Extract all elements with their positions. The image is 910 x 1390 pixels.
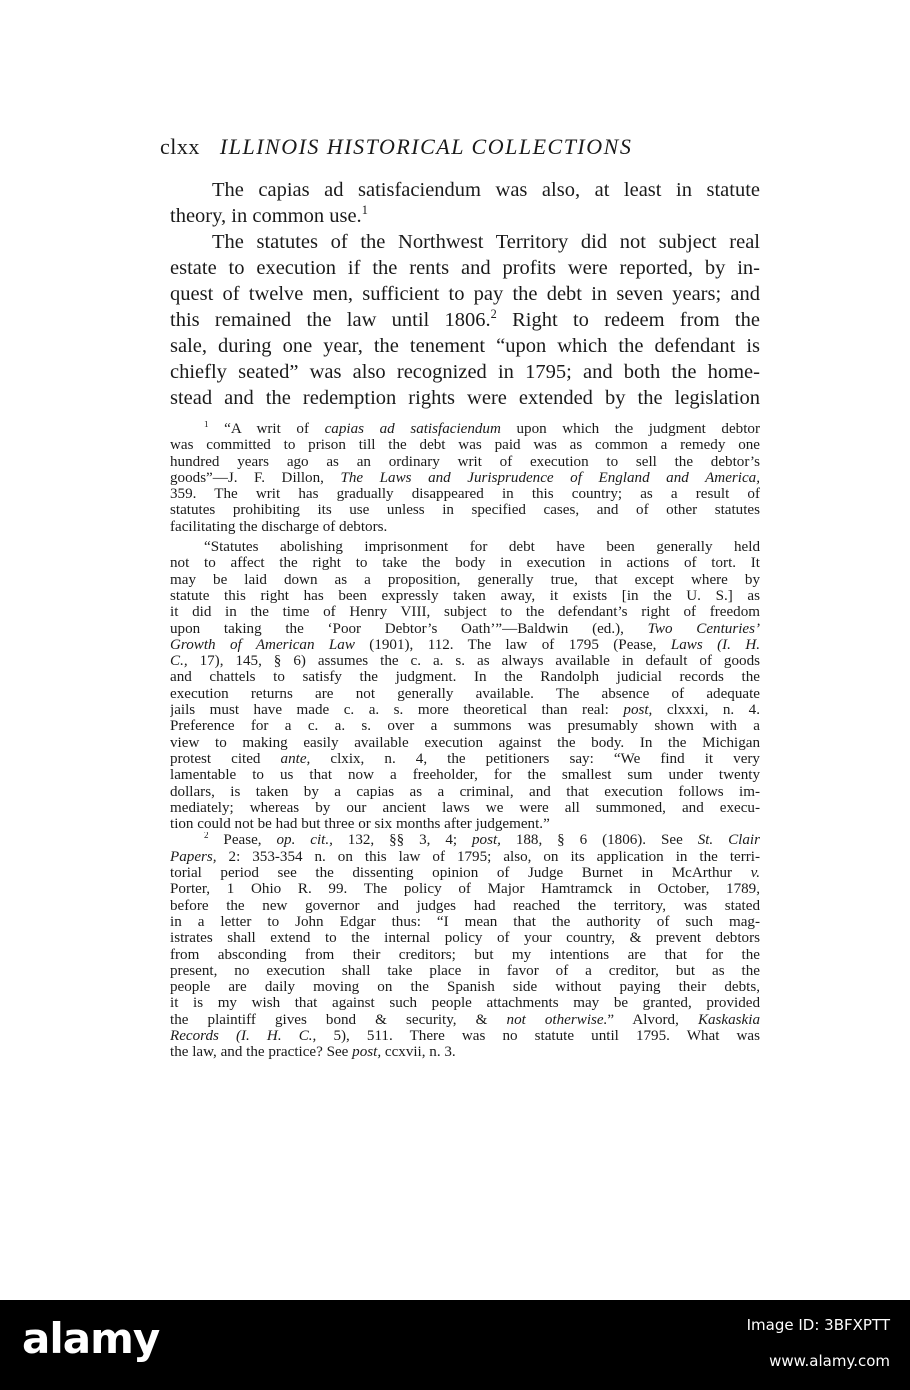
stock-watermark-band [0, 1300, 910, 1390]
footnote-line: mediately; whereas by our ancient laws we were all summoned, and execu- [170, 799, 760, 816]
footnote-line: from absconding from their creditors; but my intentions are that for the [170, 946, 760, 963]
footnote-line: it is my wish that against such people attachments may be granted, provided [170, 995, 760, 1012]
footnote-line: may be laid down as a proposition, generally true, that except where by [170, 571, 760, 588]
footnote-line: tion could not be had but three or six months after judgement.” [170, 816, 550, 833]
footnote-line: dollars, is taken by a capias as a criminal, and that execution follows im- [170, 783, 760, 800]
footnote-line: Preference for a c. a. s. over a summons was presumably shown with a [170, 718, 760, 735]
footnote-line: upon taking the ‘Poor Debtor’s Oath’”—Baldwin (ed.), Two Centuries’ [170, 620, 760, 637]
footnote-line: was committed to prison till the debt was paid was as common a remedy one [170, 437, 760, 454]
footnote-line: not to affect the right to take the body in execution in actions of tort. It [170, 555, 760, 572]
text-line: chiefly seated” was also recognized in 1795; and both the home- [170, 361, 760, 383]
footnote-marker: 1 [204, 421, 209, 429]
footnote-line: people are daily moving on the Spanish side without paying their debts, [170, 979, 760, 996]
page-number: clxx [160, 134, 200, 159]
text-line: sale, during one year, the tenement “upon which the defendant is [170, 335, 760, 357]
image-id-label: Image ID: 3BFXPTT [746, 1316, 890, 1334]
footnote-line: the law, and the practice? See post, ccxvii, n. 3. [170, 1044, 456, 1061]
footnote-line: istrates shall extend to the internal policy of your country, & prevent debtors [170, 930, 760, 947]
footnotes [170, 421, 760, 1061]
footnote-line: facilitating the discharge of debtors. [170, 518, 388, 535]
running-title: ILLINOIS HISTORICAL COLLECTIONS [219, 134, 633, 159]
footnote-line: execution returns are not generally available. The absence of adequate [170, 685, 760, 702]
footnote-line: C., 17), 145, § 6) assumes the c. a. s. as always available in default of goods [170, 653, 760, 670]
footnote-line: Papers, 2: 353-354 n. on this law of 1795; also, on its application in the terri- [170, 848, 760, 865]
footnote-line: statutes prohibiting its use unless in specified cases, and of other statutes [170, 502, 760, 519]
footnote-line: the plaintiff gives bond & security, & not otherwise.” Alvord, Kaskaskia [170, 1011, 760, 1028]
footnote-line: Porter, 1 Ohio R. 99. The policy of Major Hamtramck in October, 1789, [170, 881, 760, 898]
footnote-line: it did in the time of Henry VIII, subject to the defendant’s right of freedom [170, 604, 760, 621]
text-line: The capias ad satisfaciendum was also, at least in statute [212, 179, 760, 201]
text-line: estate to execution if the rents and profits were reported, by in- [170, 257, 760, 279]
running-head [160, 134, 720, 162]
main-text [170, 177, 760, 411]
footnote-line: view to making easily available execution against the body. In the Michigan [170, 734, 760, 751]
footnote-line: present, no execution shall take place in favor of a creditor, but as the [170, 962, 760, 979]
footnote-marker: 2 [204, 832, 209, 841]
footnote-line: “Statutes abolishing imprisonment for debt have been generally held [204, 539, 760, 556]
text-line: theory, in common use.$^1$ [170, 203, 368, 227]
footnote-line: hundred years ago as an ordinary writ of execution to sell the debtor’s [170, 453, 760, 470]
footnote-line: Records (I. H. C., 5), 511. There was no statute until 1795. What was [170, 1027, 760, 1044]
footnote-line: statute this right has been expressly taken away, it exists [in the U. S.] as [170, 587, 760, 604]
text-line: stead and the redemption rights were extended by the legislation [170, 387, 760, 409]
footnote-line: before the new governor and judges had reached the territory, was stated [170, 897, 760, 914]
text-line: The statutes of the Northwest Territory did not subject real [212, 231, 760, 253]
text-line: this remained the law until 1806.$^2$ Right to redeem from the [170, 307, 760, 331]
footnote-line: in a letter to John Edgar thus: “I mean that the authority of such mag- [170, 913, 760, 930]
footnote-line: lamentable to us that now a freeholder, for the smallest sum under twenty [170, 767, 760, 784]
footnote-line: Growth of American Law (1901), 112. The law of 1795 (Pease, Laws (I. H. [170, 636, 760, 653]
footnote-line: $^1$ “A writ of capias ad satisfaciendum upon which the judgment debtor [170, 421, 760, 437]
footnote-line: protest cited ante, clxix, n. 4, the petitioners say: “We find it very [170, 750, 760, 767]
stock-url: www.alamy.com [769, 1352, 890, 1370]
footnote-ref: 2 [490, 307, 497, 322]
footnote-line: and chattels to satisfy the judgment. In the Randolph judicial records the [170, 669, 760, 686]
footnote-ref: 1 [361, 203, 368, 218]
alamy-logo: alamy [22, 1314, 160, 1363]
footnote-line: $^2$ Pease, op. cit., 132, §§ 3, 4; post, 188, § 6 (1806). See St. Clair [170, 832, 760, 848]
text-line: quest of twelve men, sufficient to pay the debt in seven years; and [170, 283, 760, 305]
footnote-line: jails must have made c. a. s. more theoretical than real: post, clxxxi, n. 4. [170, 702, 760, 719]
footnote-line: goods”—J. F. Dillon, The Laws and Jurisprudence of England and America, [170, 469, 760, 486]
footnote-line: 359. The writ has gradually disappeared in this country; as a result of [170, 486, 760, 503]
footnote-line: torial period see the dissenting opinion of Judge Burnet in McArthur v. [170, 865, 760, 882]
